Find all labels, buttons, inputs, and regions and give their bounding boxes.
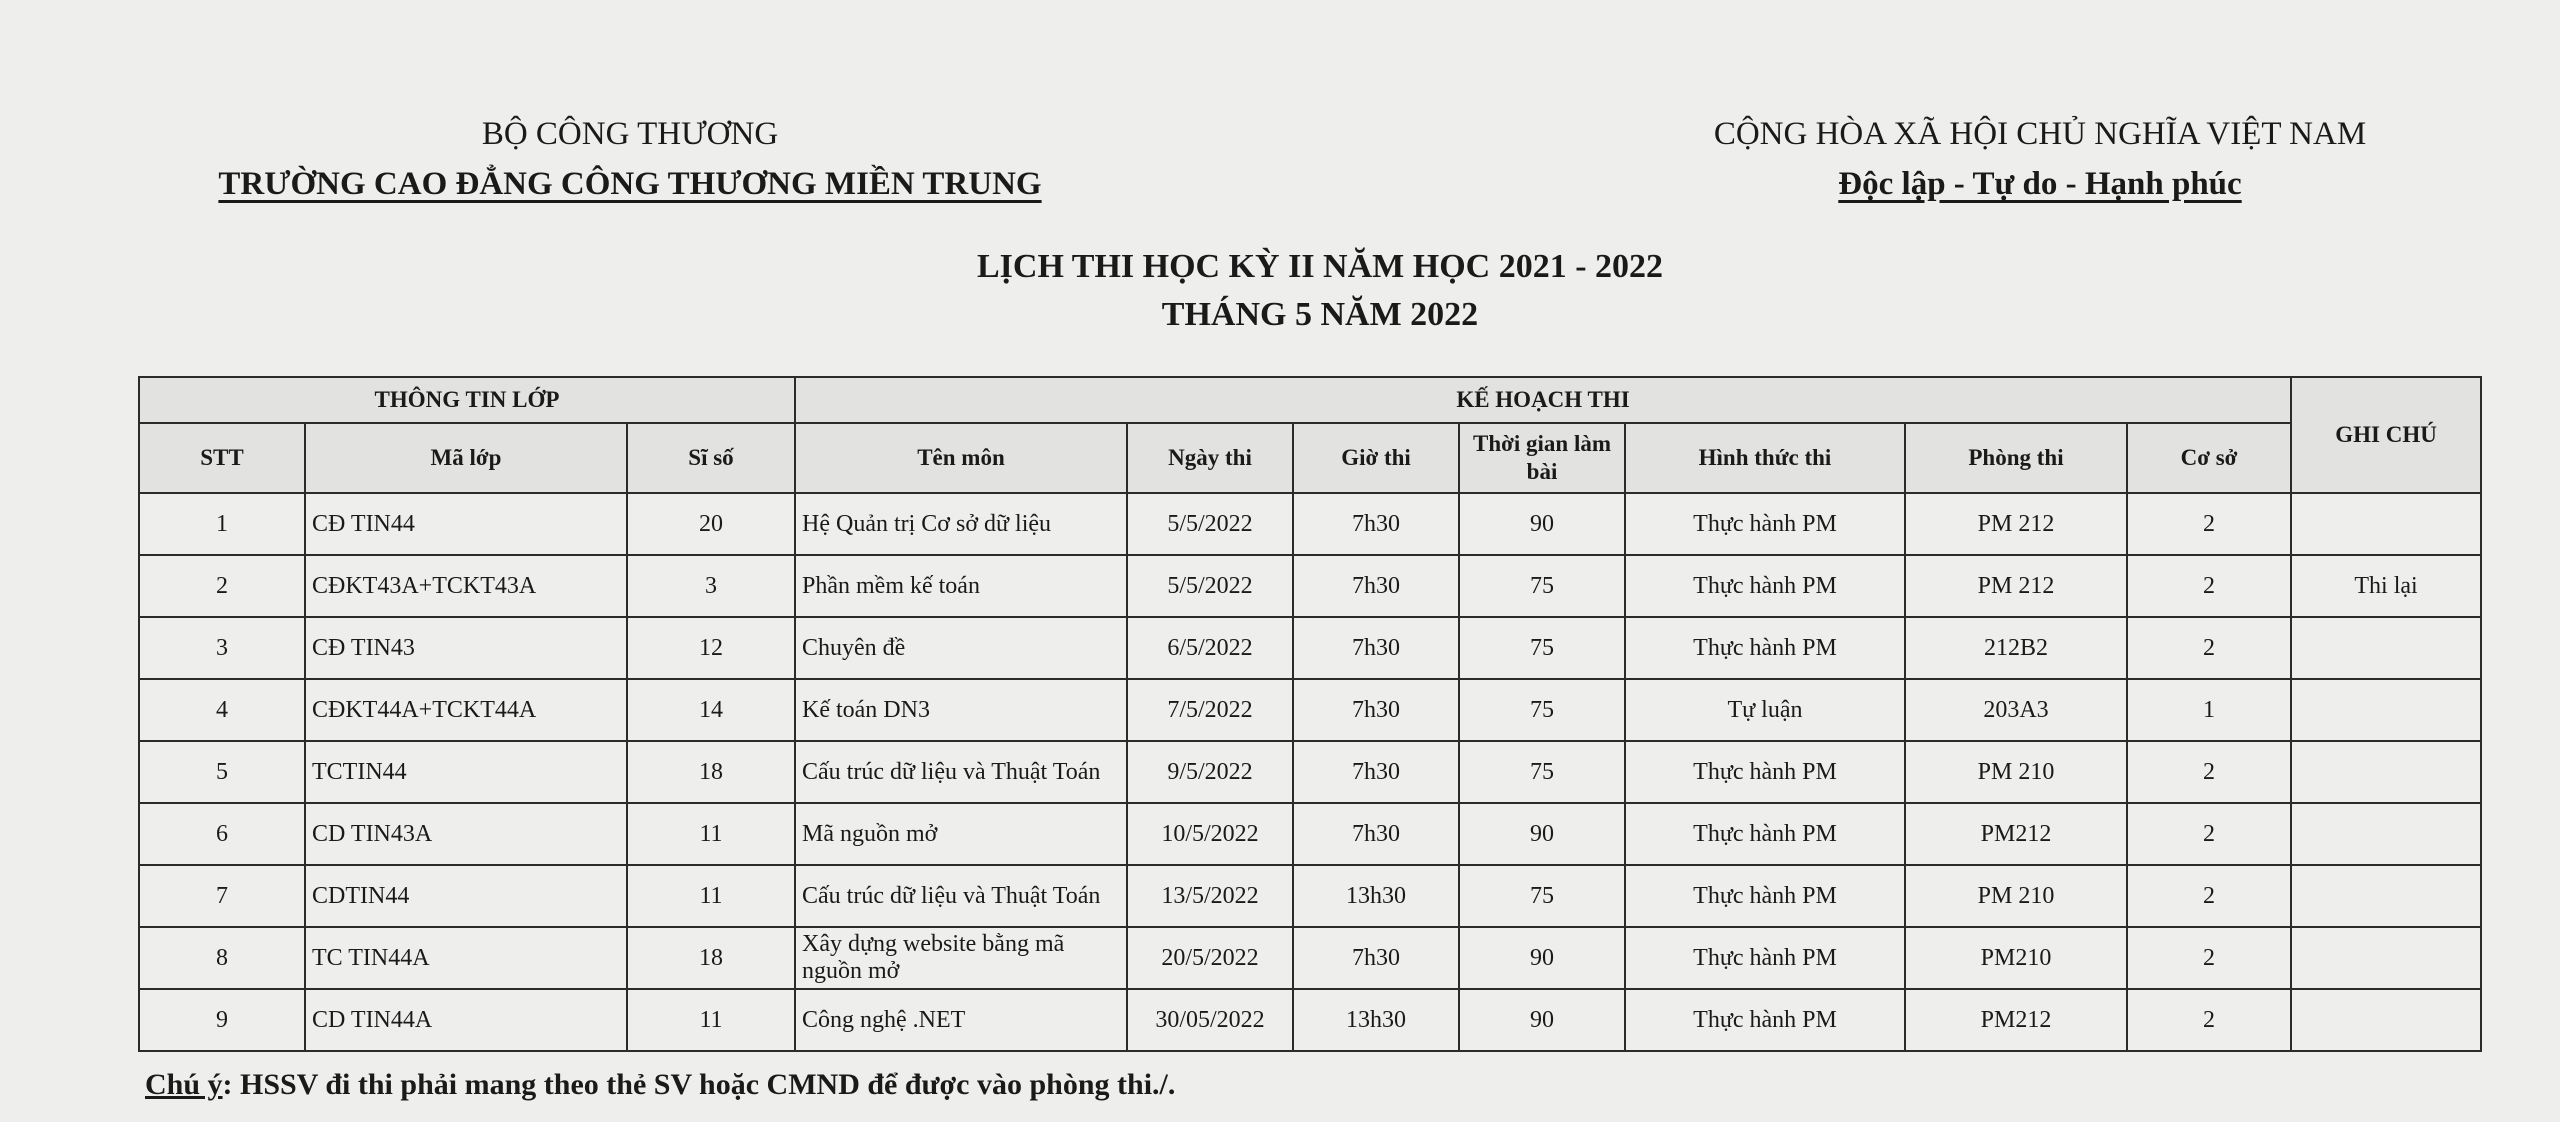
cell-exam-date: 10/5/2022 bbox=[1127, 803, 1293, 865]
table-row bbox=[139, 803, 2481, 865]
table-row bbox=[139, 555, 2481, 617]
table-row bbox=[139, 741, 2481, 803]
cell-exam-time: 13h30 bbox=[1293, 865, 1459, 927]
cell-exam-format: Thực hành PM bbox=[1625, 493, 1905, 555]
cell-exam-format: Thực hành PM bbox=[1625, 803, 1905, 865]
cell-class-size: 14 bbox=[627, 679, 795, 741]
exam-schedule-table bbox=[138, 376, 2482, 1052]
cell-exam-date: 30/05/2022 bbox=[1127, 989, 1293, 1051]
cell-exam-date: 5/5/2022 bbox=[1127, 493, 1293, 555]
cell-room: 212B2 bbox=[1905, 617, 2127, 679]
cell-exam-time: 7h30 bbox=[1293, 617, 1459, 679]
cell-notes bbox=[2291, 741, 2481, 803]
cell-duration: 75 bbox=[1459, 741, 1625, 803]
cell-room: 203A3 bbox=[1905, 679, 2127, 741]
cell-campus: 2 bbox=[2127, 617, 2291, 679]
cell-exam-date: 6/5/2022 bbox=[1127, 617, 1293, 679]
column-header-stt: STT bbox=[139, 423, 305, 493]
cell-room: PM 212 bbox=[1905, 555, 2127, 617]
cell-exam-time: 7h30 bbox=[1293, 555, 1459, 617]
cell-subject: Cấu trúc dữ liệu và Thuật Toán bbox=[795, 741, 1127, 803]
cell-class-size: 3 bbox=[627, 555, 795, 617]
cell-room: PM212 bbox=[1905, 803, 2127, 865]
cell-class-size: 11 bbox=[627, 865, 795, 927]
group-header-class-info: THÔNG TIN LỚP bbox=[139, 377, 795, 423]
cell-class-size: 18 bbox=[627, 927, 795, 989]
cell-notes bbox=[2291, 493, 2481, 555]
cell-stt: 8 bbox=[139, 927, 305, 989]
cell-class-size: 11 bbox=[627, 989, 795, 1051]
document-subtitle: THÁNG 5 NĂM 2022 bbox=[1161, 296, 1479, 333]
cell-exam-time: 7h30 bbox=[1293, 927, 1459, 989]
cell-room: PM210 bbox=[1905, 927, 2127, 989]
column-header-class-size: Sĩ số bbox=[627, 423, 795, 493]
ministry-name: BỘ CÔNG THƯƠNG bbox=[481, 116, 779, 152]
cell-stt: 2 bbox=[139, 555, 305, 617]
cell-notes bbox=[2291, 865, 2481, 927]
column-header-class-code: Mã lớp bbox=[305, 423, 627, 493]
cell-notes bbox=[2291, 989, 2481, 1051]
column-header-exam-format: Hình thức thi bbox=[1625, 423, 1905, 493]
group-header-exam-plan: KẾ HOẠCH THI bbox=[795, 377, 2291, 423]
cell-stt: 4 bbox=[139, 679, 305, 741]
cell-campus: 2 bbox=[2127, 927, 2291, 989]
cell-exam-date: 20/5/2022 bbox=[1127, 927, 1293, 989]
header-left bbox=[150, 110, 1110, 210]
cell-stt: 6 bbox=[139, 803, 305, 865]
cell-room: PM 210 bbox=[1905, 741, 2127, 803]
cell-exam-format: Thực hành PM bbox=[1625, 927, 1905, 989]
cell-class-code: TCTIN44 bbox=[305, 741, 627, 803]
cell-notes bbox=[2291, 803, 2481, 865]
cell-campus: 1 bbox=[2127, 679, 2291, 741]
cell-duration: 75 bbox=[1459, 555, 1625, 617]
cell-subject: Phần mềm kế toán bbox=[795, 555, 1127, 617]
cell-campus: 2 bbox=[2127, 555, 2291, 617]
table-group-header bbox=[139, 377, 2481, 423]
cell-subject: Kế toán DN3 bbox=[795, 679, 1127, 741]
cell-exam-format: Thực hành PM bbox=[1625, 555, 1905, 617]
cell-subject: Mã nguồn mở bbox=[795, 803, 1127, 865]
cell-duration: 75 bbox=[1459, 679, 1625, 741]
column-header-duration: Thời gian làm bài bbox=[1459, 423, 1625, 493]
column-header-exam-time: Giờ thi bbox=[1293, 423, 1459, 493]
cell-notes bbox=[2291, 617, 2481, 679]
cell-exam-format: Thực hành PM bbox=[1625, 865, 1905, 927]
cell-class-code: CD TIN44A bbox=[305, 989, 627, 1051]
cell-notes bbox=[2291, 679, 2481, 741]
cell-exam-format: Thực hành PM bbox=[1625, 741, 1905, 803]
table-row bbox=[139, 493, 2481, 555]
cell-exam-time: 7h30 bbox=[1293, 741, 1459, 803]
cell-class-size: 12 bbox=[627, 617, 795, 679]
cell-room: PM 210 bbox=[1905, 865, 2127, 927]
cell-campus: 2 bbox=[2127, 865, 2291, 927]
footnote-label: Chú ý bbox=[145, 1068, 223, 1101]
cell-duration: 75 bbox=[1459, 865, 1625, 927]
cell-class-code: CĐKT44A+TCKT44A bbox=[305, 679, 627, 741]
footnote bbox=[145, 1068, 1175, 1102]
country-name: CỘNG HÒA XÃ HỘI CHỦ NGHĨA VIỆT NAM bbox=[1713, 116, 2367, 152]
cell-class-code: CĐKT43A+TCKT43A bbox=[305, 555, 627, 617]
cell-class-size: 18 bbox=[627, 741, 795, 803]
cell-stt: 1 bbox=[139, 493, 305, 555]
cell-class-code: CD TIN43A bbox=[305, 803, 627, 865]
cell-exam-format: Thực hành PM bbox=[1625, 989, 1905, 1051]
cell-duration: 90 bbox=[1459, 803, 1625, 865]
cell-campus: 2 bbox=[2127, 493, 2291, 555]
cell-class-code: CĐ TIN44 bbox=[305, 493, 627, 555]
cell-exam-time: 7h30 bbox=[1293, 679, 1459, 741]
column-header-campus: Cơ sở bbox=[2127, 423, 2291, 493]
document-title: LỊCH THI HỌC KỲ II NĂM HỌC 2021 - 2022 bbox=[976, 248, 1664, 285]
cell-exam-date: 13/5/2022 bbox=[1127, 865, 1293, 927]
table-row bbox=[139, 679, 2481, 741]
cell-duration: 90 bbox=[1459, 989, 1625, 1051]
cell-notes bbox=[2291, 927, 2481, 989]
cell-stt: 5 bbox=[139, 741, 305, 803]
cell-stt: 7 bbox=[139, 865, 305, 927]
column-header-room: Phòng thi bbox=[1905, 423, 2127, 493]
table-row bbox=[139, 617, 2481, 679]
cell-campus: 2 bbox=[2127, 803, 2291, 865]
cell-exam-date: 7/5/2022 bbox=[1127, 679, 1293, 741]
cell-exam-time: 13h30 bbox=[1293, 989, 1459, 1051]
cell-campus: 2 bbox=[2127, 741, 2291, 803]
cell-room: PM 212 bbox=[1905, 493, 2127, 555]
footnote-text: : HSSV đi thi phải mang theo thẻ SV hoặc CMND để được vào phòng thi./. bbox=[222, 1068, 1176, 1101]
table-row bbox=[139, 989, 2481, 1051]
cell-campus: 2 bbox=[2127, 989, 2291, 1051]
cell-exam-time: 7h30 bbox=[1293, 493, 1459, 555]
cell-stt: 9 bbox=[139, 989, 305, 1051]
cell-notes: Thi lại bbox=[2291, 555, 2481, 617]
cell-stt: 3 bbox=[139, 617, 305, 679]
cell-exam-time: 7h30 bbox=[1293, 803, 1459, 865]
cell-exam-format: Thực hành PM bbox=[1625, 617, 1905, 679]
cell-class-code: CDTIN44 bbox=[305, 865, 627, 927]
cell-exam-format: Tự luận bbox=[1625, 679, 1905, 741]
cell-subject: Chuyên đề bbox=[795, 617, 1127, 679]
national-motto: Độc lập - Tự do - Hạnh phúc bbox=[1838, 166, 2242, 202]
cell-subject: Cấu trúc dữ liệu và Thuật Toán bbox=[795, 865, 1127, 927]
table-row bbox=[139, 865, 2481, 927]
column-header-exam-date: Ngày thi bbox=[1127, 423, 1293, 493]
cell-class-size: 20 bbox=[627, 493, 795, 555]
header-right bbox=[1640, 110, 2440, 210]
cell-class-code: CĐ TIN43 bbox=[305, 617, 627, 679]
cell-duration: 90 bbox=[1459, 927, 1625, 989]
table-row bbox=[139, 927, 2481, 989]
cell-duration: 75 bbox=[1459, 617, 1625, 679]
school-name: TRƯỜNG CAO ĐẲNG CÔNG THƯƠNG MIỀN TRUNG bbox=[218, 166, 1042, 202]
column-header-subject: Tên môn bbox=[795, 423, 1127, 493]
cell-subject: Công nghệ .NET bbox=[795, 989, 1127, 1051]
column-header-notes: GHI CHÚ bbox=[2291, 377, 2481, 493]
cell-subject: Xây dựng website bằng mã nguồn mở bbox=[795, 927, 1127, 989]
cell-duration: 90 bbox=[1459, 493, 1625, 555]
cell-subject: Hệ Quản trị Cơ sở dữ liệu bbox=[795, 493, 1127, 555]
cell-class-code: TC TIN44A bbox=[305, 927, 627, 989]
cell-exam-date: 9/5/2022 bbox=[1127, 741, 1293, 803]
cell-room: PM212 bbox=[1905, 989, 2127, 1051]
cell-exam-date: 5/5/2022 bbox=[1127, 555, 1293, 617]
table-column-header bbox=[139, 423, 2481, 493]
cell-class-size: 11 bbox=[627, 803, 795, 865]
